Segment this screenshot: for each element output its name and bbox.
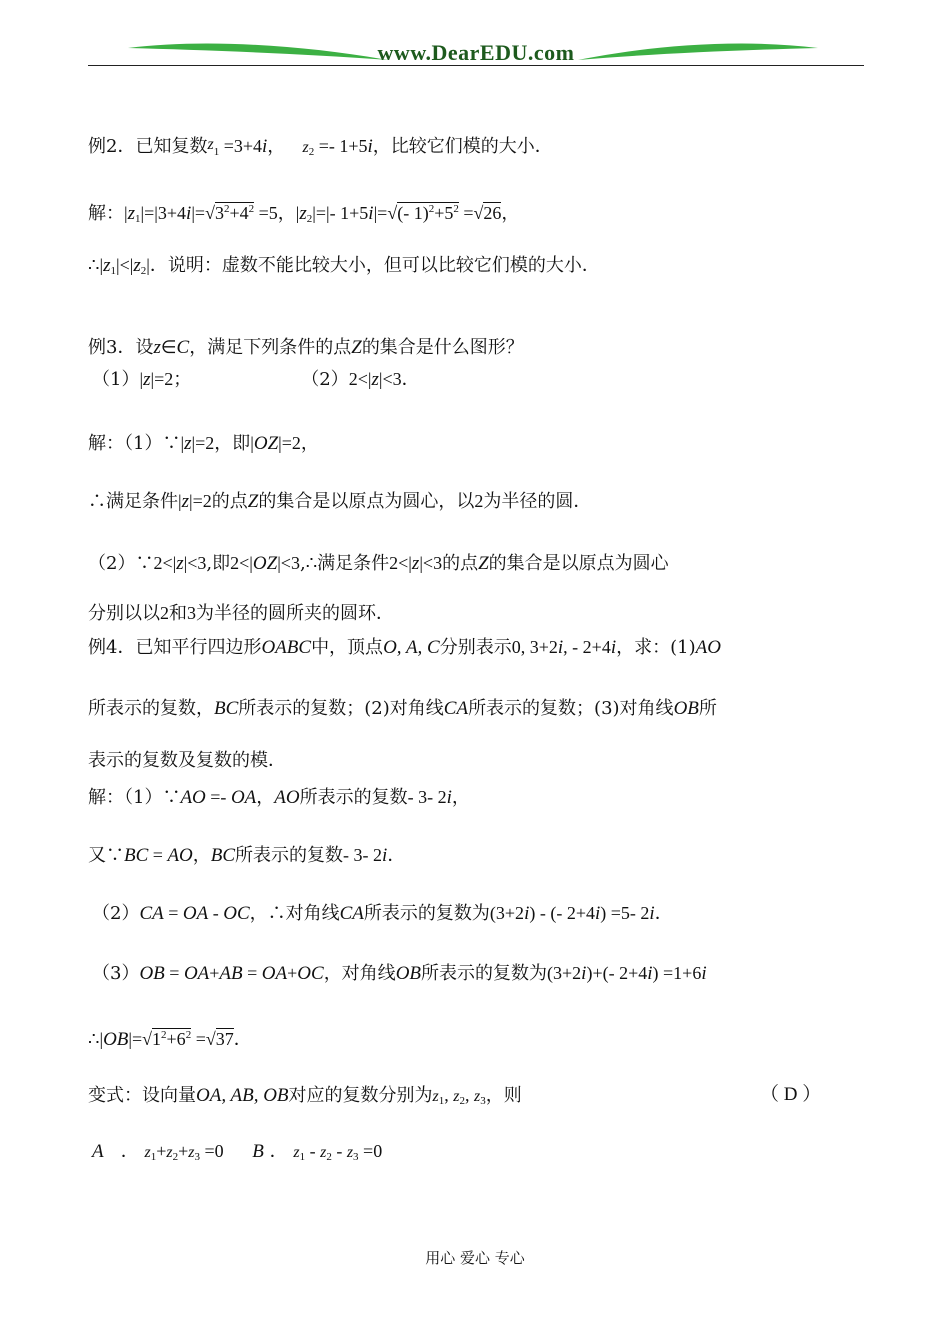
- text: 表示的复数及复数的模．: [88, 750, 286, 771]
- text: 为半径的圆所夹的圆环．: [196, 603, 394, 624]
- ex4-answer-3: （2）CA = OA - OC，∴对角线CA所表示的复数为(3+2i) - (- 2+4i) =5- 2i．: [92, 903, 673, 924]
- ex3-solution-2: ∴满足条件|z|=2的点Z的集合是以原点为圆心，以2为半径的圆．: [88, 491, 592, 512]
- ex4-answer-1: 解：（1）∵AO =- OA，AO所表示的复数- 3- 2i，: [88, 787, 470, 808]
- text: 变式：设向量: [88, 1085, 196, 1106]
- text: 所表示的复数: [299, 787, 408, 808]
- text: 解：（1）: [88, 787, 163, 808]
- text: ，满足下列条件的点: [189, 337, 352, 358]
- text: ，求：(1): [616, 637, 696, 658]
- text: 的集合是什么图形？: [361, 337, 524, 358]
- text: （ D ）: [760, 1084, 822, 1105]
- header-banner: [88, 38, 864, 72]
- text: ，比较它们模的大小．: [372, 136, 553, 157]
- text: 所: [698, 698, 717, 719]
- text: ．说明：虚数不能比较大小，但可以比较它们模的大小．: [149, 255, 600, 276]
- ex2-solution: 解：$|z_1|=|3+4i|=√3^2+4^2 =5$，$|z_2|=|-$ 1+5i|=√(- $1)^2+5^2 =√26$，: [88, 203, 520, 225]
- ex3-question: 例3．设z∈C，满足下列条件的点Z的集合是什么图形？: [88, 337, 524, 358]
- text: 对应的复数分别为: [288, 1085, 433, 1106]
- text: 解：（1）: [88, 433, 163, 454]
- text: 为半径的圆．: [483, 491, 592, 512]
- ex2-conclusion: $\therefore|z_1|<|z_2|$．说明：虚数不能比较大小，但可以比较它们模的大小．: [88, 255, 600, 277]
- ex4-answer-5: $\therefore|OB|=√1^2+6^2 =√37$．: [88, 1029, 252, 1050]
- text: ，则: [485, 1085, 522, 1106]
- text: 例2．已知复数: [88, 136, 208, 157]
- text: （2）: [92, 903, 140, 924]
- text: （2）: [301, 369, 349, 390]
- ex4-answer-2: 又∵BC = AO，BC所表示的复数- 3- 2i．: [88, 845, 406, 866]
- text: 所表示的复数: [235, 845, 344, 866]
- text: 又: [88, 845, 106, 866]
- text: 的集合是以原点为圆心，以: [258, 491, 475, 512]
- ex3-solution-3: （2）∵2<|z|<3,即2<|OZ|<3,∴满足条件2<|z|<3的点Z的集合是以原点为圆心: [88, 553, 669, 574]
- text: ，即: [214, 433, 251, 454]
- text: 所表示的复数；(3)对角线: [468, 698, 674, 719]
- text: 分别以以: [88, 603, 160, 624]
- text: （2）: [88, 553, 136, 574]
- header-rule: [88, 65, 864, 66]
- text: 所表示的复数，: [88, 698, 214, 719]
- text: 例3．设: [88, 337, 154, 358]
- text: 解：: [88, 203, 124, 224]
- text: 的点: [211, 491, 248, 512]
- variant-question: 变式：设向量OA, AB, OB对应的复数分别为$z_1$, $z_2$, $z_3$，则: [88, 1085, 522, 1107]
- text: 中，顶点: [311, 637, 384, 658]
- ex2-question: 例2．已知复数$z_1 =3+4i$， $z_2 =- 1+5i$，比较它们模的大小．: [88, 136, 553, 158]
- ex3-solution-1: 解：（1）∵|z|=2，即|OZ|=2，: [88, 433, 319, 454]
- ex4-question-3: [88, 748, 286, 774]
- text: 例4．已知平行四边形: [88, 637, 262, 658]
- page-footer: 用心 爱心 专心: [425, 1249, 525, 1267]
- text: 所表示的复数为: [363, 903, 490, 924]
- text: ,: [299, 553, 306, 574]
- variant-options: A ． $z_1+z_2+z_3 =0$ B ． $z_1 - z_2 - z_3 =0$: [92, 1141, 383, 1163]
- text: 满足条件: [106, 491, 178, 512]
- text: 所表示的复数为: [421, 963, 548, 984]
- ex3-conditions: （1）|z|=2； （2）2<|z|<3．: [92, 369, 420, 390]
- text: 的集合是以原点为圆心: [488, 553, 669, 574]
- option-a-label: A: [92, 1141, 104, 1162]
- site-logo-text: www.DearEDU.com: [377, 40, 575, 65]
- ex4-question-1: 例4．已知平行四边形OABC中，顶点O, A, C分别表示0, 3+2i, - 2+4i，求：(1)AO: [88, 637, 721, 658]
- text: 对角线: [285, 903, 340, 924]
- text: 所表示的复数；(2)对角线: [238, 698, 444, 719]
- ex3-solution-4: 分别以以2和3为半径的圆所夹的圆环．: [88, 603, 394, 624]
- ex4-question-2: 所表示的复数，BC所表示的复数；(2)对角线CA所表示的复数；(3)对角线OB所: [88, 698, 717, 719]
- text: 的点: [442, 553, 479, 574]
- text: ，对角线: [323, 963, 396, 984]
- text: （3）: [92, 963, 140, 984]
- text: 分别表示: [439, 637, 512, 658]
- text: 满足条件: [317, 553, 390, 574]
- ex4-answer-4: （3）OB = OA+AB = OA+OC，对角线OB所表示的复数为(3+2i)+(- 2+4i) =1+6i: [92, 963, 707, 984]
- text: 和: [169, 603, 187, 624]
- text: （1）: [92, 369, 140, 390]
- text: ,即: [206, 553, 231, 574]
- option-b-label: B: [252, 1141, 264, 1162]
- variant-answer: [760, 1082, 821, 1108]
